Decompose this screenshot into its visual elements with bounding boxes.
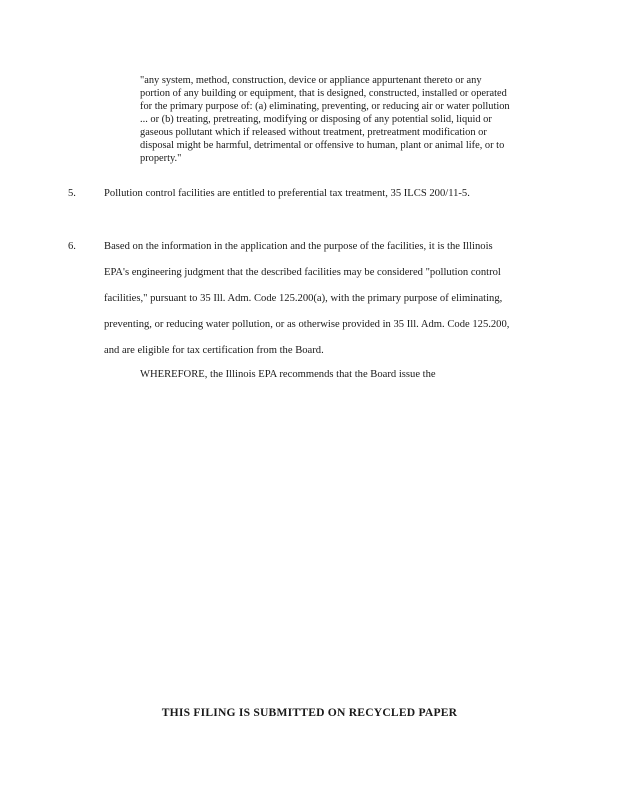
recycled-paper-footer: THIS FILING IS SUBMITTED ON RECYCLED PAPER [161, 706, 458, 719]
paragraph-line: preventing, or reducing water pollution, or as otherwise provided in 35 Ill. Adm. Code 125.200, [104, 319, 510, 330]
quote-line: disposal might be harmful, detrimental or offensive to human, plant or animal life, or to [140, 140, 505, 151]
quote-line: portion of any building or equipment, that is designed, constructed, installed or operated [140, 88, 507, 99]
paragraph-line: and are eligible for tax certification from the Board. [104, 345, 324, 356]
paragraph-number: 6. [68, 241, 76, 252]
paragraph-line: Based on the information in the application and the purpose of the facilities, it is the Illinois [104, 241, 493, 252]
paragraph-line: facilities," pursuant to 35 Ill. Adm. Code 125.200(a), with the primary purpose of eliminating, [104, 293, 503, 304]
paragraph-number: 5. [68, 188, 76, 199]
quote-line: for the primary purpose of: (a) eliminating, preventing, or reducing air or water pollution [140, 101, 510, 112]
wherefore-clause: WHEREFORE, the Illinois EPA recommends that the Board issue the [140, 369, 436, 380]
quote-line: property." [140, 153, 182, 164]
quote-line: gaseous pollutant which if released without treatment, pretreatment modification or [140, 127, 487, 138]
paragraph-line: EPA's engineering judgment that the described facilities may be considered "pollution control [104, 267, 501, 278]
paragraph-line: Pollution control facilities are entitled to preferential tax treatment, 35 ILCS 200/11-5. [104, 188, 470, 199]
quote-line: "any system, method, construction, device or appliance appurtenant thereto or any [140, 75, 482, 86]
quote-line: ... or (b) treating, pretreating, modifying or disposing of any potential solid, liquid or [140, 114, 492, 125]
